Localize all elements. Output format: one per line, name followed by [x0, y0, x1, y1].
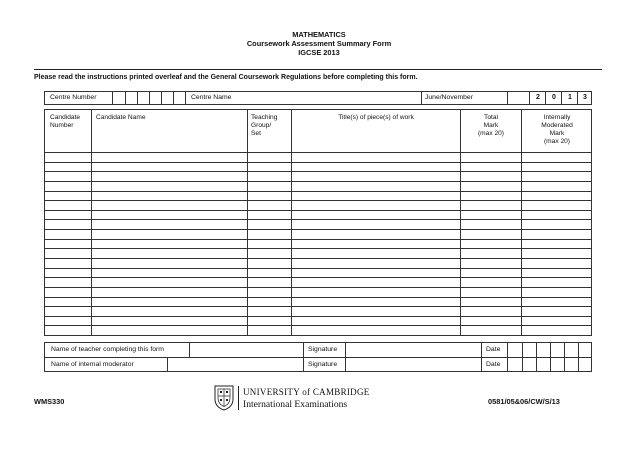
candidate-name-cell[interactable] — [92, 181, 247, 191]
logo-international-text: International Examinations — [243, 399, 348, 410]
teaching-group-cell[interactable] — [248, 316, 291, 326]
titles-cell[interactable] — [292, 219, 460, 229]
table-row — [45, 191, 591, 201]
header-line: Candidate — [50, 114, 81, 121]
titles-cell[interactable] — [292, 229, 460, 239]
total-mark-cell[interactable] — [461, 258, 521, 268]
session-label: June/November — [425, 94, 473, 101]
table-row — [45, 316, 591, 326]
total-mark-cell[interactable] — [461, 229, 521, 239]
teaching-group-cell[interactable] — [248, 210, 291, 220]
candidate-number-cell[interactable] — [45, 258, 91, 268]
moderated-mark-cell[interactable] — [522, 325, 592, 335]
divider — [421, 92, 422, 104]
teaching-group-cell[interactable] — [248, 219, 291, 229]
header-line: Internally — [543, 114, 571, 121]
table-row — [45, 200, 591, 210]
table-row — [45, 248, 591, 258]
divider — [545, 92, 546, 104]
moderator-name-field[interactable] — [168, 357, 302, 371]
titles-cell[interactable] — [292, 181, 460, 191]
teacher-signature-label: Signature — [308, 346, 338, 353]
header-line: Set — [251, 130, 261, 137]
table-row — [45, 239, 591, 249]
candidate-number-cell[interactable] — [45, 152, 91, 162]
total-mark-cell[interactable] — [461, 306, 521, 316]
session-input[interactable] — [508, 92, 528, 104]
centre-number-label: Centre Number — [50, 94, 97, 101]
divider — [149, 92, 150, 104]
candidate-number-cell[interactable] — [45, 200, 91, 210]
titles-cell[interactable] — [292, 162, 460, 172]
logo-university-text: UNIVERSITY of CAMBRIDGE — [243, 387, 370, 397]
titles-cell[interactable] — [292, 152, 460, 162]
candidate-name-cell[interactable] — [92, 277, 247, 287]
candidate-number-cell[interactable] — [45, 268, 91, 278]
moderated-mark-cell[interactable] — [522, 191, 592, 201]
year-digit: 2 — [536, 94, 540, 101]
total-mark-cell[interactable] — [461, 277, 521, 287]
form-title: Coursework Assessment Summary Form — [246, 39, 392, 48]
titles-cell[interactable] — [292, 316, 460, 326]
header-candidate-name: Candidate Name — [96, 114, 146, 121]
moderator-signature-field[interactable] — [346, 357, 480, 371]
table-row — [45, 152, 591, 162]
titles-cell[interactable] — [292, 258, 460, 268]
form-code-left: WMS330 — [34, 397, 65, 406]
candidate-name-cell[interactable] — [92, 229, 247, 239]
total-mark-cell[interactable] — [461, 316, 521, 326]
cambridge-crest-icon — [214, 385, 234, 411]
table-row — [45, 219, 591, 229]
moderated-mark-cell[interactable] — [522, 297, 592, 307]
titles-cell[interactable] — [292, 210, 460, 220]
candidate-number-cell[interactable] — [45, 239, 91, 249]
moderated-mark-cell[interactable] — [522, 306, 592, 316]
candidate-name-cell[interactable] — [92, 325, 247, 335]
teaching-group-cell[interactable] — [248, 325, 291, 335]
divider — [578, 343, 579, 371]
table-row — [45, 268, 591, 278]
titles-cell[interactable] — [292, 200, 460, 210]
candidate-name-cell[interactable] — [92, 287, 247, 297]
candidate-name-cell[interactable] — [92, 162, 247, 172]
candidate-number-cell[interactable] — [45, 248, 91, 258]
header-line: Mark — [549, 130, 565, 137]
candidate-number-cell[interactable] — [45, 162, 91, 172]
moderated-mark-cell[interactable] — [522, 210, 592, 220]
table-row — [45, 325, 591, 335]
divider — [125, 92, 126, 104]
titles-cell[interactable] — [292, 171, 460, 181]
moderated-mark-cell[interactable] — [522, 162, 592, 172]
candidate-number-cell[interactable] — [45, 325, 91, 335]
candidate-name-cell[interactable] — [92, 258, 247, 268]
teaching-group-cell[interactable] — [248, 297, 291, 307]
moderated-mark-cell[interactable] — [522, 152, 592, 162]
moderated-mark-cell[interactable] — [522, 171, 592, 181]
total-mark-cell[interactable] — [461, 152, 521, 162]
teaching-group-cell[interactable] — [248, 191, 291, 201]
candidate-name-cell[interactable] — [92, 316, 247, 326]
total-mark-cell[interactable] — [461, 268, 521, 278]
moderated-mark-cell[interactable] — [522, 239, 592, 249]
candidate-number-cell[interactable] — [45, 316, 91, 326]
divider — [185, 92, 186, 104]
teaching-group-cell[interactable] — [248, 200, 291, 210]
teacher-name-label: Name of teacher completing this form — [51, 346, 164, 353]
candidate-name-cell[interactable] — [92, 210, 247, 220]
moderator-date-label: Date — [486, 361, 501, 368]
total-mark-cell[interactable] — [461, 297, 521, 307]
table-row — [45, 306, 591, 316]
moderator-name-label: Name of internal moderator — [51, 361, 134, 368]
year-digit: 0 — [552, 94, 556, 101]
candidate-table — [44, 109, 592, 336]
divider — [522, 343, 523, 371]
candidate-name-cell[interactable] — [92, 297, 247, 307]
form-exam: IGCSE 2013 — [298, 48, 340, 57]
candidate-name-cell[interactable] — [92, 171, 247, 181]
header-internally-moderated — [522, 114, 592, 146]
total-mark-cell[interactable] — [461, 248, 521, 258]
moderated-mark-cell[interactable] — [522, 219, 592, 229]
header-teaching-group — [251, 114, 277, 138]
teaching-group-cell[interactable] — [248, 181, 291, 191]
year-digit: 1 — [568, 94, 572, 101]
total-mark-cell[interactable] — [461, 181, 521, 191]
header-line: Teaching — [251, 114, 278, 121]
moderated-mark-cell[interactable] — [522, 268, 592, 278]
total-mark-cell[interactable] — [461, 239, 521, 249]
candidate-number-cell[interactable] — [45, 287, 91, 297]
table-row — [45, 297, 591, 307]
divider — [173, 92, 174, 104]
moderated-mark-cell[interactable] — [522, 248, 592, 258]
candidate-name-cell[interactable] — [92, 239, 247, 249]
teaching-group-cell[interactable] — [248, 268, 291, 278]
divider — [564, 343, 565, 371]
teaching-group-cell[interactable] — [248, 258, 291, 268]
candidate-number-cell[interactable] — [45, 191, 91, 201]
year-digit: 3 — [583, 94, 587, 101]
header-line: (max 20) — [477, 130, 504, 137]
teaching-group-cell[interactable] — [248, 239, 291, 249]
total-mark-cell[interactable] — [461, 171, 521, 181]
teaching-group-cell[interactable] — [248, 152, 291, 162]
candidate-number-cell[interactable] — [45, 171, 91, 181]
titles-cell[interactable] — [292, 268, 460, 278]
candidate-number-cell[interactable] — [45, 297, 91, 307]
moderated-mark-cell[interactable] — [522, 229, 592, 239]
table-row — [45, 181, 591, 191]
total-mark-cell[interactable] — [461, 200, 521, 210]
teaching-group-cell[interactable] — [248, 171, 291, 181]
centre-name-input[interactable] — [241, 92, 421, 104]
header-divider — [34, 69, 602, 70]
divider — [303, 343, 304, 371]
candidate-name-cell[interactable] — [92, 248, 247, 258]
divider — [161, 92, 162, 104]
header-line: Group/ — [251, 122, 272, 129]
teaching-group-cell[interactable] — [248, 162, 291, 172]
logo-divider — [238, 386, 239, 410]
titles-cell[interactable] — [292, 297, 460, 307]
candidate-number-cell[interactable] — [45, 219, 91, 229]
candidate-name-cell[interactable] — [92, 306, 247, 316]
divider — [550, 343, 551, 371]
candidate-name-cell[interactable] — [92, 152, 247, 162]
candidate-name-cell[interactable] — [92, 219, 247, 229]
teacher-date-label: Date — [486, 346, 501, 353]
teaching-group-cell[interactable] — [248, 248, 291, 258]
header-line: Number — [50, 122, 74, 129]
moderated-mark-cell[interactable] — [522, 287, 592, 297]
teaching-group-cell[interactable] — [248, 277, 291, 287]
table-row — [45, 258, 591, 268]
moderator-signature-label: Signature — [308, 361, 338, 368]
divider — [536, 343, 537, 371]
moderated-mark-cell[interactable] — [522, 200, 592, 210]
divider — [137, 92, 138, 104]
signature-block — [44, 342, 592, 372]
table-row — [45, 287, 591, 297]
header-candidate-number — [50, 114, 80, 130]
titles-cell[interactable] — [292, 239, 460, 249]
table-row — [45, 229, 591, 239]
instructions-text: Please read the instructions printed overleaf and the General Coursework Regulations before completing this form. — [34, 74, 418, 81]
candidate-name-cell[interactable] — [92, 268, 247, 278]
header-titles: Title(s) of piece(s) of work — [338, 114, 414, 121]
titles-cell[interactable] — [292, 277, 460, 287]
moderated-mark-cell[interactable] — [522, 258, 592, 268]
total-mark-cell[interactable] — [461, 325, 521, 335]
teaching-group-cell[interactable] — [248, 287, 291, 297]
titles-cell[interactable] — [292, 325, 460, 335]
table-row — [45, 162, 591, 172]
titles-cell[interactable] — [292, 248, 460, 258]
header-line: Moderated — [541, 122, 573, 129]
moderated-mark-cell[interactable] — [522, 277, 592, 287]
divider — [561, 92, 562, 104]
titles-cell[interactable] — [292, 287, 460, 297]
moderated-mark-cell[interactable] — [522, 181, 592, 191]
header-line: (max 20) — [543, 138, 570, 145]
candidate-name-cell[interactable] — [92, 200, 247, 210]
titles-cell[interactable] — [292, 191, 460, 201]
candidate-name-cell[interactable] — [92, 191, 247, 201]
divider — [529, 92, 530, 104]
table-row — [45, 210, 591, 220]
table-row — [45, 171, 591, 181]
teacher-name-field[interactable] — [190, 343, 302, 357]
total-mark-cell[interactable] — [461, 162, 521, 172]
moderated-mark-cell[interactable] — [522, 316, 592, 326]
header-line: Mark — [483, 122, 499, 129]
candidate-number-cell[interactable] — [45, 277, 91, 287]
centre-name-label: Centre Name — [191, 94, 232, 101]
table-row — [45, 277, 591, 287]
total-mark-cell[interactable] — [461, 287, 521, 297]
header-line: Total — [484, 114, 498, 121]
divider — [481, 343, 482, 371]
candidate-number-cell[interactable] — [45, 210, 91, 220]
teacher-signature-field[interactable] — [346, 343, 480, 357]
centre-row — [44, 91, 592, 105]
candidate-number-cell[interactable] — [45, 181, 91, 191]
candidate-number-cell[interactable] — [45, 229, 91, 239]
centre-number-input[interactable] — [113, 92, 185, 104]
total-mark-cell[interactable] — [461, 191, 521, 201]
teaching-group-cell[interactable] — [248, 229, 291, 239]
teaching-group-cell[interactable] — [248, 306, 291, 316]
form-code-right: 0581/05&06/CW/S/13 — [488, 397, 560, 406]
total-mark-cell[interactable] — [461, 219, 521, 229]
candidate-number-cell[interactable] — [45, 306, 91, 316]
titles-cell[interactable] — [292, 306, 460, 316]
total-mark-cell[interactable] — [461, 210, 521, 220]
date-fields[interactable] — [508, 343, 592, 371]
form-subject: MATHEMATICS — [292, 30, 346, 39]
header-total-mark — [461, 114, 521, 138]
